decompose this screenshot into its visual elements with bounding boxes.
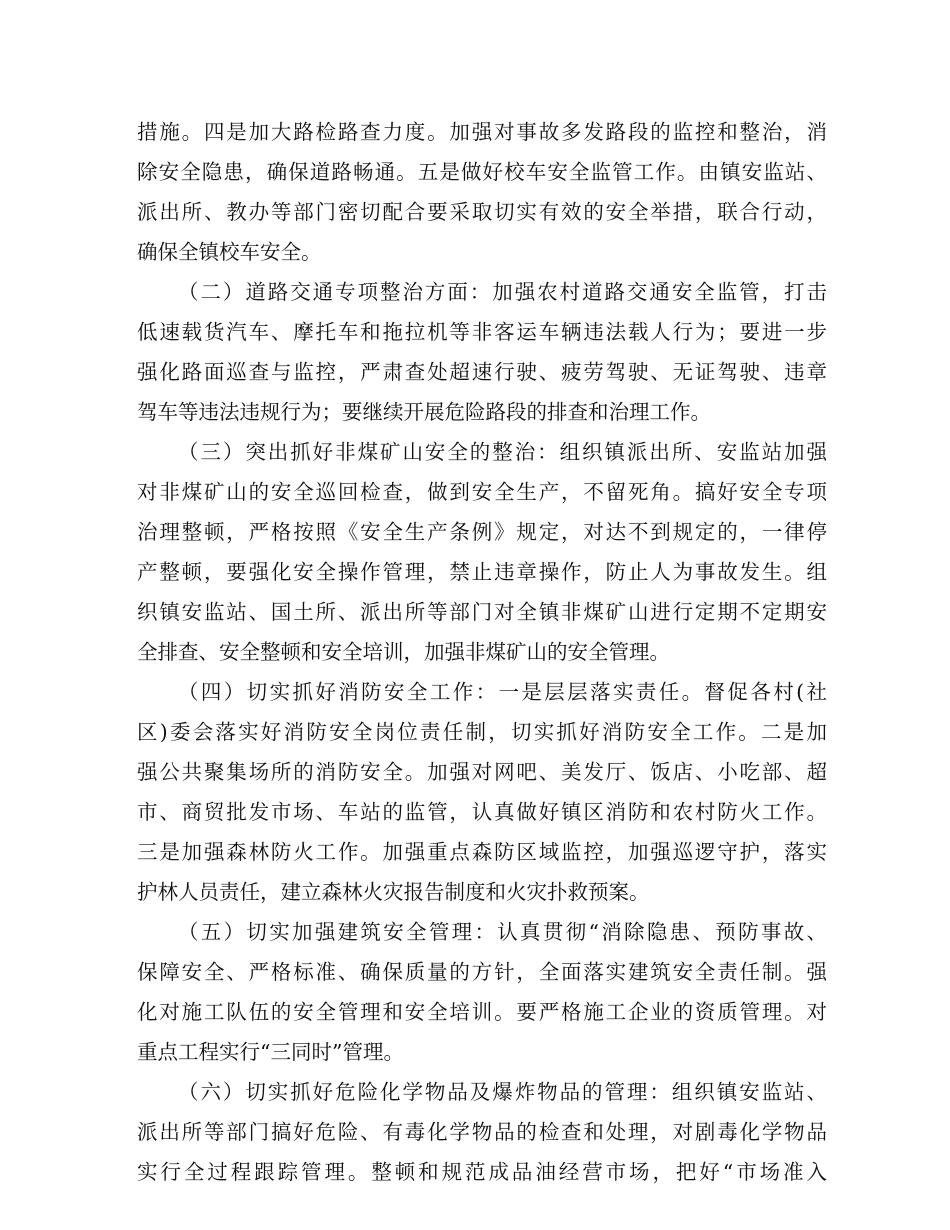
- text-line: 措施。四是加大路检路查力度。加强对事故多发路段的监控和整治，消: [137, 120, 827, 144]
- text-line: 三是加强森林防火工作。加强重点森防区域监控，加强巡逻守护，落实: [137, 840, 827, 864]
- text-line: 市、商贸批发市场、车站的监管，认真做好镇区消防和农村防火工作。: [137, 800, 827, 824]
- text-line: 派出所、教办等部门密切配合要采取切实有效的安全举措，联合行动，: [137, 200, 827, 224]
- text-line: 区)委会落实好消防安全岗位责任制，切实抓好消防安全工作。二是加: [137, 720, 827, 744]
- text-line: 对非煤矿山的安全巡回检查，做到安全生产，不留死角。搞好安全专项: [137, 480, 827, 504]
- text-line: 派出所等部门搞好危险、有毒化学物品的检查和处理，对剧毒化学物品: [137, 1120, 827, 1144]
- text-line: 驾车等违法违规行为；要继续开展危险路段的排查和治理工作。: [137, 400, 711, 424]
- text-line: （五）切实加强建筑安全管理：认真贯彻“消除隐患、预防事故、: [178, 920, 827, 944]
- text-line: 实行全过程跟踪管理。整顿和规范成品油经营市场，把好“市场准入: [137, 1160, 827, 1184]
- text-line: （三）突出抓好非煤矿山安全的整治：组织镇派出所、安监站加强: [178, 440, 827, 464]
- text-line: 全排查、安全整顿和安全培训，加强非煤矿山的安全管理。: [137, 640, 670, 664]
- text-line: 低速载货汽车、摩托车和拖拉机等非客运车辆违法载人行为；要进一步: [137, 320, 827, 344]
- text-line: （四）切实抓好消防安全工作：一是层层落实责任。督促各村(社: [178, 680, 827, 704]
- text-line: 化对施工队伍的安全管理和安全培训。要严格施工企业的资质管理。对: [137, 1000, 827, 1024]
- text-line: 保障安全、严格标准、确保质量的方针，全面落实建筑安全责任制。强: [137, 960, 827, 984]
- text-line: 强公共聚集场所的消防安全。加强对网吧、美发厅、饭店、小吃部、超: [137, 760, 827, 784]
- text-line: 织镇安监站、国土所、派出所等部门对全镇非煤矿山进行定期不定期安: [137, 600, 827, 624]
- text-line: 产整顿，要强化安全操作管理，禁止违章操作，防止人为事故发生。组: [137, 560, 827, 584]
- text-line: 确保全镇校车安全。: [137, 240, 322, 264]
- text-line: （六）切实抓好危险化学物品及爆炸物品的管理：组织镇安监站、: [178, 1080, 827, 1104]
- text-line: 重点工程实行“三同时”管理。: [137, 1040, 404, 1064]
- text-line: 护林人员责任，建立森林火灾报告制度和火灾扑救预案。: [137, 880, 650, 904]
- text-line: 治理整顿，严格按照《安全生产条例》规定，对达不到规定的，一律停: [137, 520, 827, 544]
- document-body: [137, 112, 827, 1192]
- text-line: （二）道路交通专项整治方面：加强农村道路交通安全监管，打击: [178, 280, 827, 304]
- text-line: 除安全隐患，确保道路畅通。五是做好校车安全监管工作。由镇安监站、: [137, 160, 827, 184]
- text-line: 强化路面巡查与监控，严肃查处超速行驶、疲劳驾驶、无证驾驶、违章: [137, 360, 827, 384]
